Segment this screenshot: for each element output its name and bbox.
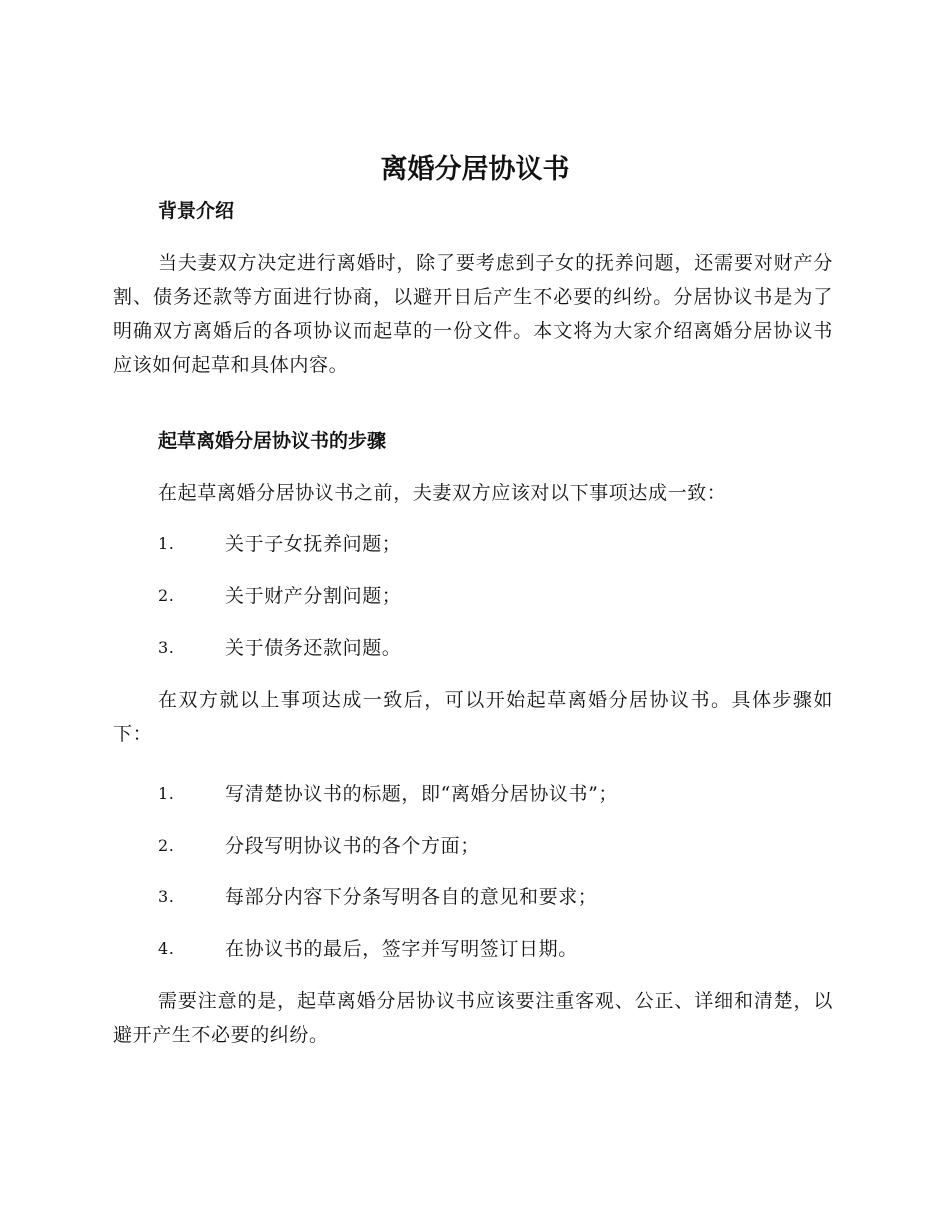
list-number: 1. — [158, 784, 175, 803]
closing-note-paragraph: 需要注意的是，起草离婚分居协议书应该要注重客观、公正、详细和清楚，以避开产生不必要的纠纷。 — [113, 990, 833, 1046]
list-number: 1. — [158, 534, 175, 553]
section-heading-steps: 起草离婚分居协议书的步骤 — [158, 430, 387, 452]
document-title: 离婚分居协议书 — [380, 154, 570, 185]
list-text: 关于财产分割问题； — [225, 585, 402, 607]
list-text: 关于债务还款问题。 — [225, 637, 402, 659]
section-heading-background: 背景介绍 — [158, 200, 235, 222]
list-number: 4. — [158, 939, 175, 958]
list-number: 2. — [158, 836, 175, 855]
list-text: 在协议书的最后，签字并写明签订日期。 — [225, 938, 578, 960]
list-text: 分段写明协议书的各个方面； — [225, 835, 480, 857]
list-number: 3. — [158, 638, 175, 657]
list-text: 关于子女抚养问题； — [225, 533, 402, 555]
list-number: 3. — [158, 887, 175, 906]
background-paragraph: 当夫妻双方决定进行离婚时，除了要考虑到子女的抚养问题，还需要对财产分割、债务还款等方面进行协商，以避开日后产生不必要的纠纷。分居协议书是为了明确双方离婚后的各项协议而起草的一份文件。本文将为大家介绍离婚分居协议书应该如何起草和具体内容。 — [113, 252, 833, 376]
steps-transition-paragraph: 在双方就以上事项达成一致后，可以开始起草离婚分居协议书。具体步骤如下： — [113, 689, 833, 745]
list-number: 2. — [158, 586, 175, 605]
list-text: 写清楚协议书的标题，即“离婚分居协议书”； — [225, 783, 619, 805]
list-text: 每部分内容下分条写明各自的意见和要求； — [225, 886, 598, 908]
steps-intro-paragraph: 在起草离婚分居协议书之前，夫妻双方应该对以下事项达成一致： — [158, 482, 727, 504]
